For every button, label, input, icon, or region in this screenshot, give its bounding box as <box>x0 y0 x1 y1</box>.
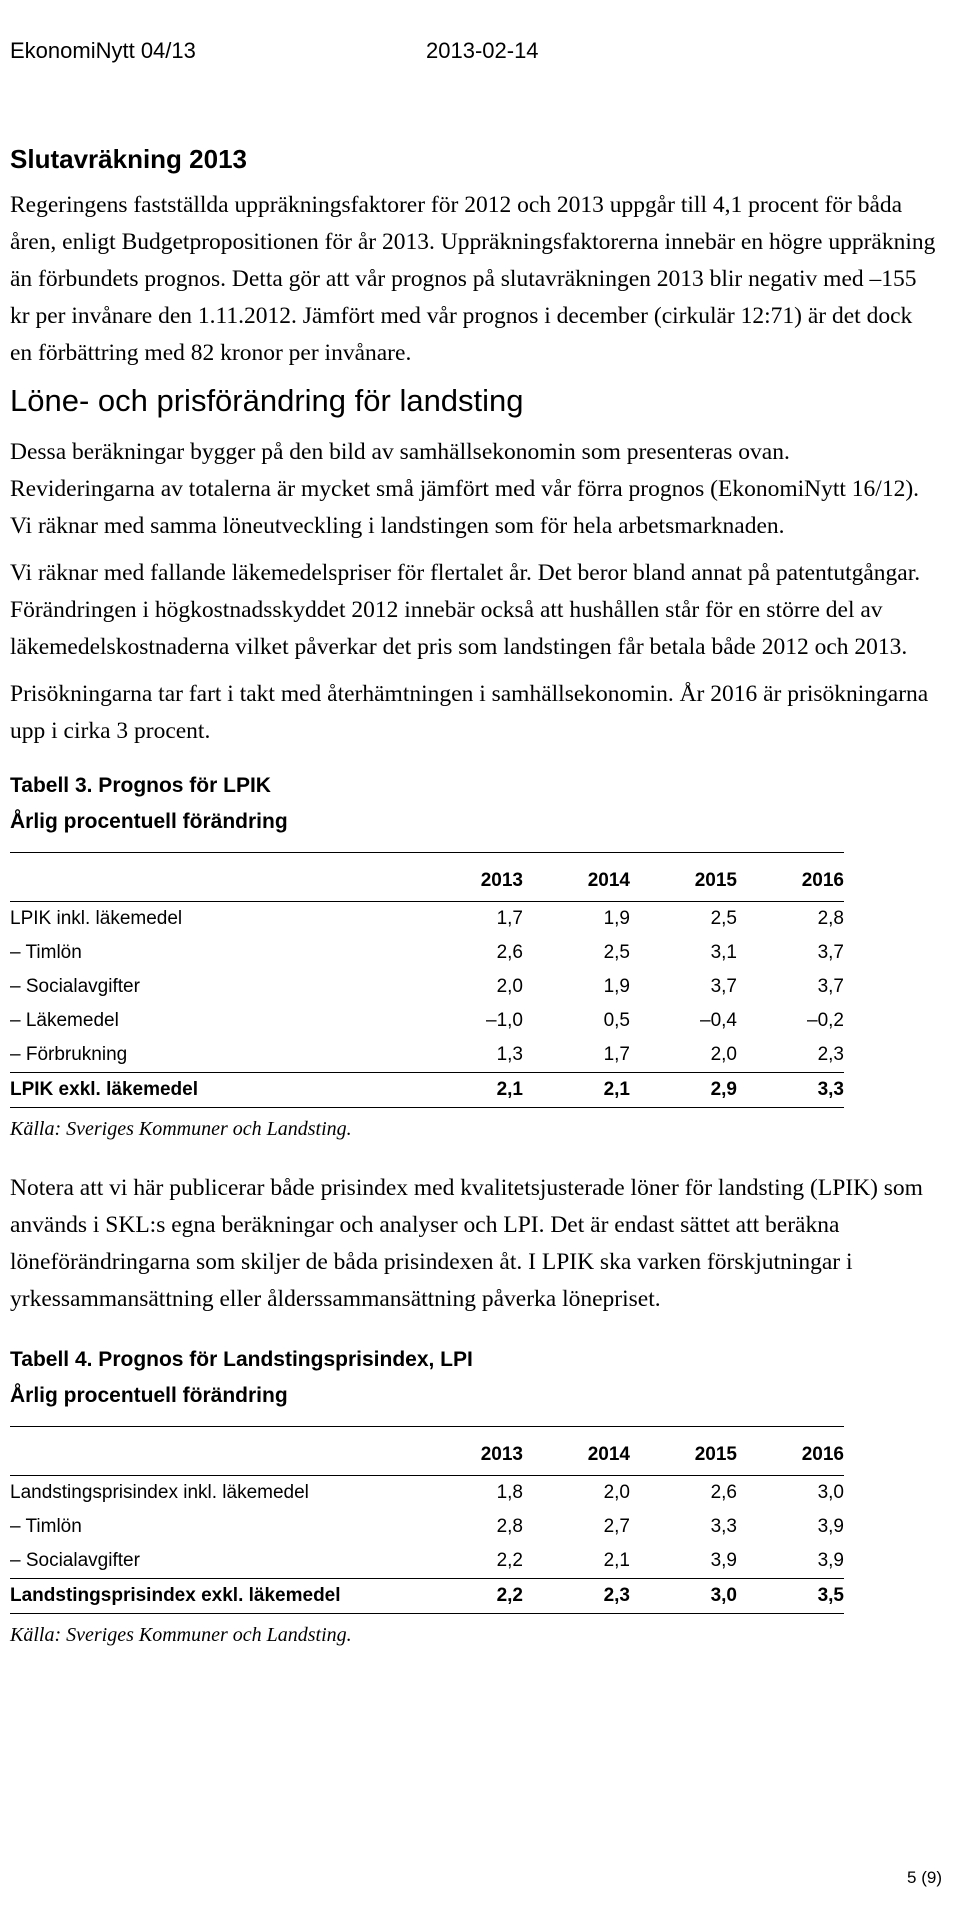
cell-value: 3,0 <box>817 1482 844 1503</box>
cell-value: 1,9 <box>603 908 630 929</box>
cell-value: 2,3 <box>817 1044 844 1065</box>
row-label: – Timlön <box>10 1516 82 1537</box>
cell-value: 3,5 <box>737 1579 844 1614</box>
cell-value: –0,2 <box>807 1010 844 1031</box>
table-row <box>10 1004 844 1038</box>
table-header-year: 2016 <box>737 853 844 902</box>
cell-value: 2,2 <box>496 1550 523 1571</box>
cell-value: 2,8 <box>817 908 844 929</box>
row-label: – Läkemedel <box>10 1010 119 1031</box>
table-3-title: Tabell 3. Prognos för LPIK <box>10 774 271 797</box>
cell-value: 3,7 <box>710 976 737 997</box>
document-body <box>10 143 940 1676</box>
cell-value: 3,7 <box>817 976 844 997</box>
publication-issue: EkonomiNytt 04/13 <box>10 38 196 63</box>
cell-value: 3,1 <box>710 942 737 963</box>
table-row <box>10 1038 844 1073</box>
row-label: – Socialavgifter <box>10 1550 140 1571</box>
row-label: – Förbrukning <box>10 1044 128 1065</box>
table-row <box>10 1476 844 1511</box>
paragraph-lakemedelspriser: Vi räknar med fallande läkemedelspriser för flertalet år. Det beror bland annat på patentutgångar. Förändringen i högkostnadsskyddet 2012 innebär också att hushållen står för en större del av läkemedelskostnaderna vilket påverkar det pris som landstingen får betala både 2012 och 2013. <box>10 560 921 660</box>
cell-value: 1,8 <box>496 1482 523 1503</box>
cell-value: 2,1 <box>416 1073 523 1108</box>
table-header-year: 2015 <box>630 853 737 902</box>
cell-value: 2,7 <box>603 1516 630 1537</box>
row-label: – Timlön <box>10 942 82 963</box>
cell-value: 2,6 <box>710 1482 737 1503</box>
publication-date: 2013-02-14 <box>426 38 539 63</box>
cell-value: 2,6 <box>496 942 523 963</box>
cell-value: 2,2 <box>416 1579 523 1614</box>
table-4-block <box>10 1342 940 1650</box>
cell-value: 2,8 <box>496 1516 523 1537</box>
table-row <box>10 936 844 970</box>
cell-value: 3,7 <box>817 942 844 963</box>
table-row <box>10 1510 844 1544</box>
table-header-year: 2015 <box>630 1427 737 1476</box>
paragraph-berakningar: Dessa beräkningar bygger på den bild av samhällsekonomin som presenteras ovan. Revideringarna av totalerna är mycket små jämfört med vår förra prognos (EkonomiNytt 16/12). Vi räknar med samma löneutveckling i landstingen som för hela arbetsmarknaden. <box>10 439 920 539</box>
table-header-year: 2013 <box>416 853 523 902</box>
cell-value: 2,0 <box>710 1044 737 1065</box>
cell-value: 1,3 <box>496 1044 523 1065</box>
row-label: LPIK inkl. läkemedel <box>10 908 183 929</box>
table-total-row <box>10 1579 844 1614</box>
paragraph-slutavrakning: Regeringens fastställda uppräkningsfaktorer för 2012 och 2013 uppgår till 4,1 procent för båda åren, enligt Budgetpropositionen för år 2013. Uppräkningsfaktorerna innebär en högre uppräkning än förbundets prognos. Detta gör att vår prognos på slutavräkningen 2013 blir negativ med –155 kr per invånare den 1.11.2012. Jämfört med vår prognos i december (cirkulär 12:71) är det dock en förbättring med 82 kronor per invånare. <box>10 192 936 366</box>
cell-value: 2,1 <box>603 1550 630 1571</box>
paragraph-notera: Notera att vi här publicerar både prisindex med kvalitetsjusterade löner för landsting (LPIK) som används i SKL:s egna beräkningar och analyser och LPI. Det är endast sättet att beräkna löneförändringarna som skiljer de båda prisindexen åt. I LPIK ska varken förskjutningar i yrkessammansättning eller ålderssammansättning påverka lönepriset. <box>10 1175 923 1312</box>
cell-value: 2,9 <box>630 1073 737 1108</box>
cell-value: 2,0 <box>603 1482 630 1503</box>
cell-value: –1,0 <box>486 1010 523 1031</box>
table-3-source: Källa: Sveriges Kommuner och Landsting. <box>10 1118 352 1140</box>
section-heading-lone-prisforandring: Löne- och prisförändring för landsting <box>10 383 524 418</box>
table-row <box>10 970 844 1004</box>
table-header-empty <box>10 853 416 902</box>
table-3 <box>10 852 844 1108</box>
table-header-year: 2014 <box>523 1427 630 1476</box>
table-4-subtitle: Årlig procentuell förändring <box>10 1384 288 1407</box>
table-header-year: 2014 <box>523 853 630 902</box>
cell-value: 2,1 <box>523 1073 630 1108</box>
cell-value: 2,5 <box>603 942 630 963</box>
cell-value: 3,9 <box>817 1550 844 1571</box>
cell-value: 2,0 <box>496 976 523 997</box>
table-header-empty <box>10 1427 416 1476</box>
row-label: – Socialavgifter <box>10 976 140 997</box>
row-label: Landstingsprisindex exkl. läkemedel <box>10 1579 416 1614</box>
row-label: LPIK exkl. läkemedel <box>10 1073 416 1108</box>
cell-value: 3,9 <box>817 1516 844 1537</box>
table-3-block <box>10 768 940 1144</box>
table-row <box>10 902 844 937</box>
row-label: Landstingsprisindex inkl. läkemedel <box>10 1482 309 1503</box>
table-3-subtitle: Årlig procentuell förändring <box>10 810 288 833</box>
paragraph-prisokningar: Prisökningarna tar fart i takt med återhämtningen i samhällsekonomin. År 2016 är prisökningarna upp i cirka 3 procent. <box>10 681 929 744</box>
cell-value: 1,9 <box>603 976 630 997</box>
cell-value: 3,3 <box>710 1516 737 1537</box>
section-heading-slutavrakning: Slutavräkning 2013 <box>10 144 247 174</box>
cell-value: 1,7 <box>496 908 523 929</box>
table-4 <box>10 1426 844 1614</box>
page-number: 5 (9) <box>907 1868 942 1887</box>
cell-value: 3,0 <box>630 1579 737 1614</box>
table-total-row <box>10 1073 844 1108</box>
table-4-source: Källa: Sveriges Kommuner och Landsting. <box>10 1624 352 1646</box>
cell-value: 3,3 <box>737 1073 844 1108</box>
cell-value: 2,3 <box>523 1579 630 1614</box>
table-header-year: 2016 <box>737 1427 844 1476</box>
cell-value: –0,4 <box>700 1010 737 1031</box>
table-header-row <box>10 1427 844 1476</box>
table-header-row <box>10 853 844 902</box>
cell-value: 2,5 <box>710 908 737 929</box>
cell-value: 0,5 <box>603 1010 630 1031</box>
cell-value: 1,7 <box>603 1044 630 1065</box>
table-header-year: 2013 <box>416 1427 523 1476</box>
cell-value: 3,9 <box>710 1550 737 1571</box>
table-4-title: Tabell 4. Prognos för Landstingsprisindex, LPI <box>10 1348 473 1371</box>
table-row <box>10 1544 844 1579</box>
